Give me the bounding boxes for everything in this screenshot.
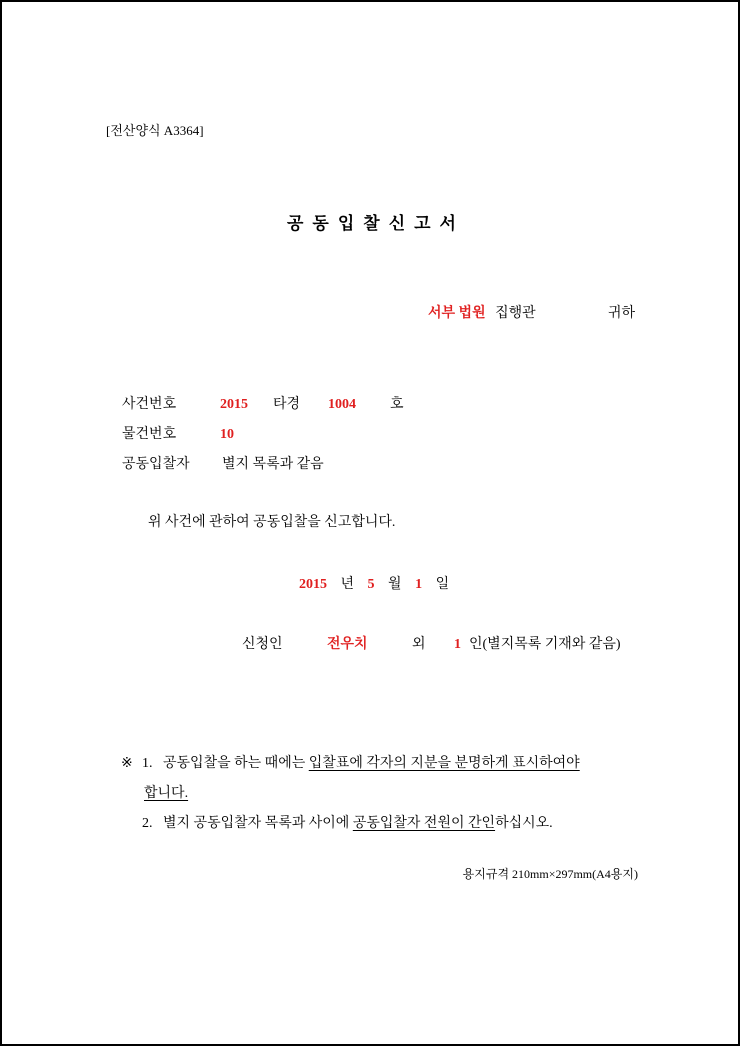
date-day: 1 [415,577,423,592]
case-type: 타경 [273,397,301,412]
paper-size-note: 용지규격 210mm×297mm(A4용지) [462,867,638,881]
note-2-end: 하십시오. [495,816,553,831]
form-code: [전산양식 A3364] [106,123,204,138]
applicant-name: 전우치 [327,637,368,652]
applicant-rest: 인(별지목록 기재와 같음) [469,637,621,652]
officer-label: 집행관 [495,306,536,321]
item-number-label: 물건번호 [122,427,177,442]
case-year: 2015 [220,397,248,412]
note-2 [163,817,553,831]
case-number: 1004 [328,397,356,412]
applicant-and: 외 [412,637,426,652]
note-1-emphasis: 입찰표에 각자의 지분을 분명하게 표시하여야 [308,756,580,771]
bidders-label: 공동입찰자 [122,457,190,472]
notes-mark: ※ [121,756,133,771]
date-month: 5 [367,577,375,592]
note-1-number: 1. [142,756,153,771]
applicant-count: 1 [454,637,461,652]
note-1 [163,757,580,771]
case-suffix: 호 [390,397,404,412]
note-1-end: 합니다. [144,786,189,801]
date-day-unit: 일 [435,577,450,592]
note-2-text: 별지 공동입찰자 목록과 사이에 [163,816,353,831]
honorific: 귀하 [608,306,636,321]
date-year: 2015 [299,577,327,592]
date-year-unit: 년 [340,577,355,592]
addressee [428,307,536,321]
bidders-value: 별지 목록과 같음 [222,457,324,472]
date-month-unit: 월 [388,577,402,592]
note-2-emphasis: 공동입찰자 전원이 간인 [352,816,496,831]
note-2-number: 2. [142,816,153,831]
item-number: 10 [220,427,234,442]
note-1-text: 공동입찰을 하는 때에는 [163,756,309,771]
declaration: 위 사건에 관하여 공동입찰을 신고합니다. [148,515,396,530]
page-title: 공동입찰신고서 [287,214,465,233]
applicant-label: 신청인 [242,637,283,652]
court-name: 서부 법원 [428,306,486,321]
filing-date [299,578,449,592]
case-number-label: 사건번호 [122,397,177,412]
